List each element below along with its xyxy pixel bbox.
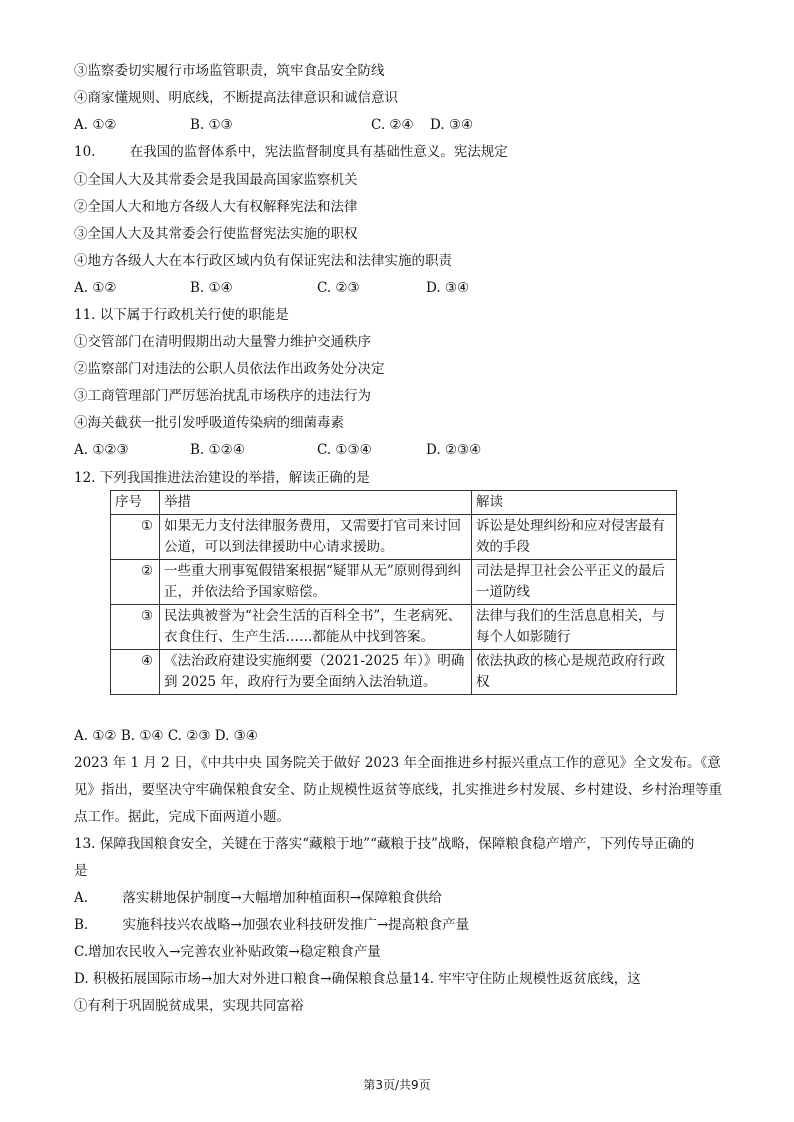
q11-option-3: ③工商管理部门严厉惩治扰乱市场秩序的违法行为 (74, 388, 371, 404)
q11-option-1: ①交管部门在清明假期出动大量警力维护交通秩序 (74, 334, 371, 350)
q10-choice-b[interactable]: B. ①④ (190, 280, 233, 296)
q13-stem-cont: 是 (74, 863, 88, 879)
q13-option-d-q14-stem[interactable]: D. 积极拓展国际市场→加大对外进口粮食→确保粮食总量14. 牢牢守住防止规模性返贫底线，这 (74, 971, 641, 987)
q13-option-c[interactable]: C.增加农民收入→完善农业补贴政策→稳定粮食产量 (74, 944, 381, 960)
q10-choice-a[interactable]: A. ①② (74, 280, 117, 296)
q14-option-1: ①有利于巩固脱贫成果，实现共同富裕 (74, 998, 304, 1014)
table-cell-number: ② (111, 560, 160, 605)
q10-stem: 10. 在我国的监督体系中，宪法监督制度具有基础性意义。宪法规定 (74, 144, 508, 160)
table-cell-action: 一些重大刑事冤假错案根据“疑罪从无”原则得到纠正，并依法给予国家赔偿。 (160, 560, 472, 605)
table-cell-interpretation: 诉讼是处理纠纷和应对侵害最有效的手段 (472, 515, 677, 560)
page-number: 第3页/共9页 (363, 1078, 431, 1092)
q11-choice-d[interactable]: D. ②③④ (426, 442, 482, 458)
q11-choice-c[interactable]: C. ①③④ (317, 442, 372, 458)
q10-choice-d[interactable]: D. ③④ (426, 280, 470, 296)
table-cell-action: 《法治政府建设实施纲要（2021-2025 年）》明确到 2025 年，政府行为要全面纳入法治轨道。 (160, 650, 472, 695)
q13-stem: 13. 保障我国粮食安全，关键在于落实“藏粮于地”“藏粮于技”战略，保障粮食稳产增产，下列传导正确的 (74, 836, 695, 852)
q12-table (110, 490, 677, 695)
table-row (111, 515, 677, 560)
table-header-interpretation: 解读 (472, 491, 677, 515)
table-header-row (111, 491, 677, 515)
q12-stem: 12. 下列我国推进法治建设的举措，解读正确的是 (74, 470, 370, 486)
q11-option-2: ②监察部门对违法的公职人员依法作出政务处分决定 (74, 361, 385, 377)
q9-choice-b[interactable]: B. ①③ (190, 117, 233, 133)
q9-choice-c[interactable]: C. ②④ (371, 117, 414, 133)
passage-line-3: 点工作。据此，完成下面两道小题。 (74, 809, 290, 825)
q9-choice-a[interactable]: A. ①② (74, 117, 117, 133)
q11-choice-b[interactable]: B. ①②④ (190, 442, 245, 458)
q11-choice-a[interactable]: A. ①②③ (74, 442, 129, 458)
q10-option-2: ②全国人大和地方各级人大有权解释宪法和法律 (74, 199, 358, 215)
q10-option-4: ④地方各级人大在本行政区域内负有保证宪法和法律实施的职责 (74, 253, 452, 269)
passage-line-2: 见》指出，要坚决守牢确保粮食安全、防止规模性返贫等底线，扎实推进乡村发展、乡村建设、乡村治理等重 (74, 782, 722, 798)
table-cell-number: ③ (111, 605, 160, 650)
passage-line-1: 2023 年 1 月 2 日，《中共中央 国务院关于做好 2023 年全面推进乡村振兴重点工作的意见》全文发布。《意 (74, 755, 721, 771)
q11-stem: 11. 以下属于行政机关行使的职能是 (74, 307, 289, 323)
q10-option-3: ③全国人大及其常委会行使监督宪法实施的职权 (74, 226, 358, 242)
table-cell-interpretation: 依法执政的核心是规范政府行政权 (472, 650, 677, 695)
table-cell-action: 民法典被誉为“社会生活的百科全书”，生老病死、衣食住行、生产生活……都能从中找到答案。 (160, 605, 472, 650)
table-row (111, 650, 677, 695)
q11-option-4: ④海关截获一批引发呼吸道传染病的细菌毒素 (74, 415, 344, 431)
table-cell-number: ① (111, 515, 160, 560)
table-cell-action: 如果无力支付法律服务费用，又需要打官司来讨回公道，可以到法律援助中心请求援助。 (160, 515, 472, 560)
table-row (111, 605, 677, 650)
q10-choice-c[interactable]: C. ②③ (317, 280, 360, 296)
q13-option-b[interactable]: B. 实施科技兴农战略→加强农业科技研发推广→提高粮食产量 (74, 917, 470, 933)
q10-option-1: ①全国人大及其常委会是我国最高国家监察机关 (74, 172, 358, 188)
q12-choices[interactable]: A. ①② B. ①④ C. ②③ D. ③④ (74, 728, 258, 744)
q13-option-a[interactable]: A. 落实耕地保护制度→大幅增加种植面积→保障粮食供给 (74, 890, 442, 906)
q9-choice-d[interactable]: D. ③④ (430, 117, 474, 133)
table-cell-number: ④ (111, 650, 160, 695)
q9-option-4: ④商家懂规则、明底线，不断提高法律意识和诚信意识 (74, 90, 398, 106)
table-cell-interpretation: 法律与我们的生活息息相关，与每个人如影随行 (472, 605, 677, 650)
table-cell-interpretation: 司法是捍卫社会公平正义的最后一道防线 (472, 560, 677, 605)
table-header-action: 举措 (160, 491, 472, 515)
table-row (111, 560, 677, 605)
q9-option-3: ③监察委切实履行市场监管职责，筑牢食品安全防线 (74, 63, 385, 79)
table-header-number: 序号 (111, 491, 160, 515)
